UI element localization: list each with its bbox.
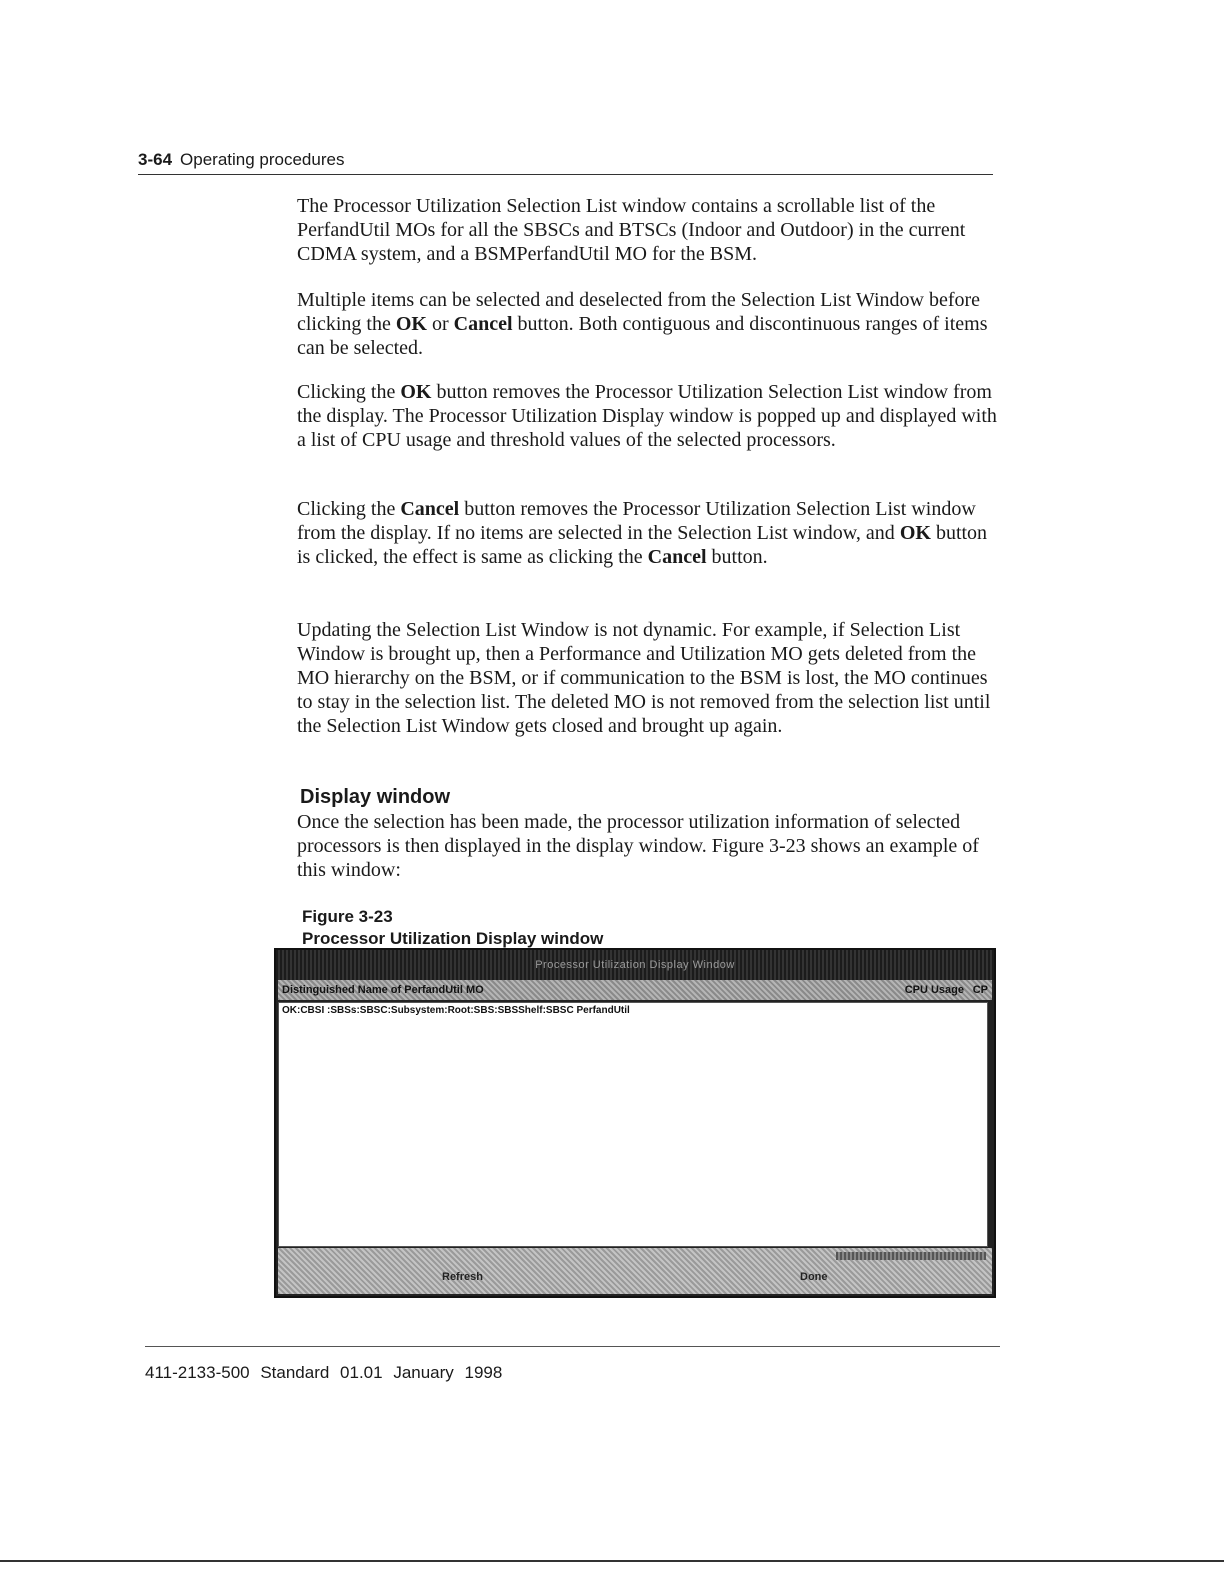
cancel-term: Cancel	[647, 546, 707, 568]
status-indicator	[836, 1252, 986, 1260]
figure-title: Processor Utilization Display window	[302, 929, 604, 948]
paragraph-2-text: button. Both contiguous and discontinuous ranges of items can be selected.	[297, 313, 988, 359]
column-header-row	[278, 980, 992, 1000]
window-footer	[278, 1248, 992, 1294]
column-header-distinguished-name[interactable]: Distinguished Name of PerfandUtil MO	[282, 984, 484, 996]
page-footer: 411-2133-500 Standard 01.01 January 1998	[145, 1363, 503, 1382]
processor-utilization-window	[274, 948, 996, 1298]
paragraph-2	[297, 288, 997, 360]
page-number: 3-64	[138, 150, 173, 169]
footer-divider	[145, 1346, 1000, 1347]
mo-list[interactable]	[278, 1002, 988, 1247]
paragraph-2-text: Multiple items can be selected and deselected from the Selection List Window before clicking the	[297, 289, 981, 335]
cancel-term: Cancel	[453, 313, 513, 335]
ok-term: OK	[400, 381, 432, 403]
cancel-term: Cancel	[400, 498, 460, 520]
done-button[interactable]: Done	[794, 1266, 834, 1288]
paragraph-1: The Processor Utilization Selection List window contains a scrollable list of the PerfandUtil MOs for all the SBSCs and BTSCs (Indoor and Outdoor) in the current CDMA system, and a BSMPerfandUtil MO for the BSM.	[297, 195, 966, 265]
paragraph-3-text: Clicking the	[297, 381, 401, 403]
paragraph-3-text: button removes the Processor Utilization Selection List window from the display. The Processor Utilization Display window is popped up and displayed with a list of CPU usage and threshold values of the selected processors.	[297, 381, 997, 451]
figure-caption	[302, 906, 603, 950]
paragraph-4	[297, 497, 997, 569]
page-header	[138, 150, 993, 175]
section-heading: Display window	[300, 786, 451, 808]
column-header-cp[interactable]: CP	[972, 984, 988, 996]
ok-term: OK	[395, 313, 427, 335]
window-title-bar[interactable]: Processor Utilization Display Window	[276, 950, 994, 980]
page-bottom-divider	[0, 1560, 1224, 1562]
paragraph-6: Once the selection has been made, the processor utilization information of selected processors is then displayed in the display window. Figure 3-23 shows an example of this window:	[297, 811, 979, 881]
paragraph-4-text: Clicking the	[297, 498, 401, 520]
paragraph-5: Updating the Selection List Window is not dynamic. For example, if Selection List Window is brought up, then a Performance and Utilization MO gets deleted from the MO hierarchy on the BSM, or if communication to the BSM is lost, the MO continues to stay in the selection list. The deleted MO is not removed from the selection list until the Selection List Window gets closed and brought up again.	[297, 619, 991, 737]
section-title: Operating procedures	[180, 150, 345, 169]
figure-number: Figure 3-23	[302, 907, 393, 926]
list-item[interactable]: OK:CBSI :SBSs:SBSC:Subsystem:Root:SBS:SBSShelf:SBSC PerfandUtil	[282, 1005, 630, 1016]
refresh-button[interactable]: Refresh	[436, 1266, 489, 1288]
paragraph-3	[297, 380, 997, 452]
ok-term: OK	[899, 522, 931, 544]
paragraph-4-text: button.	[706, 546, 768, 568]
paragraph-4-text: button is clicked, the effect is same as clicking the	[297, 522, 988, 568]
paragraph-2-text: or	[426, 313, 454, 335]
paragraph-4-text: button removes the Processor Utilization Selection List window from the display. If no items are selected in the Selection List window, and	[297, 498, 976, 544]
column-header-cpu-usage[interactable]: CPU Usage	[904, 984, 964, 996]
